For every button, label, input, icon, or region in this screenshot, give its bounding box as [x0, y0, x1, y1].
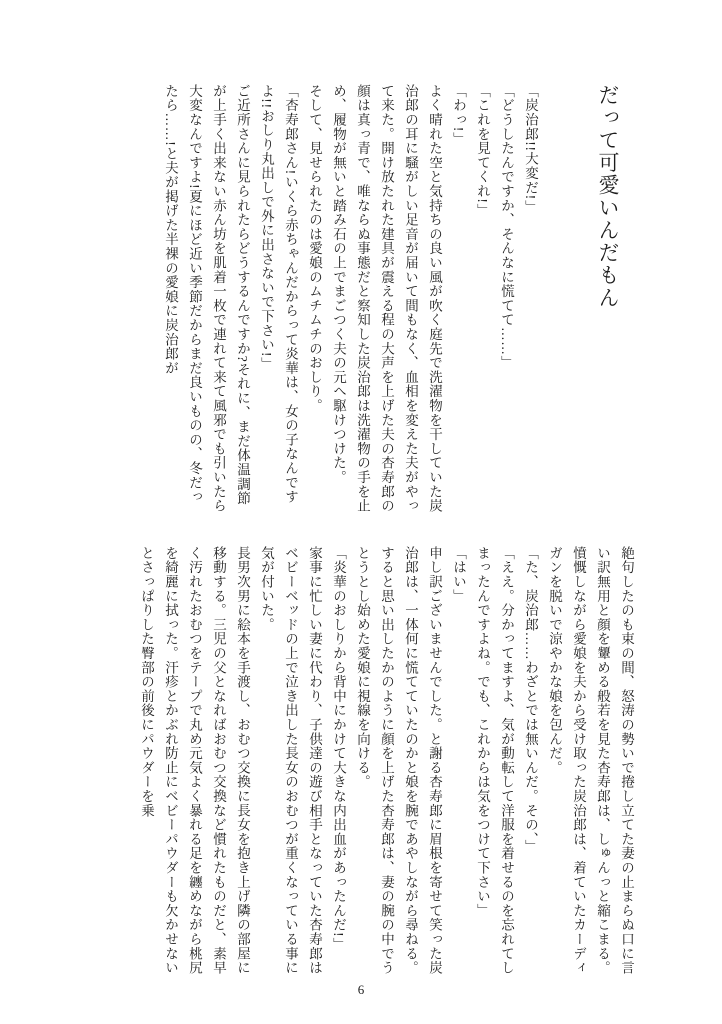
- paragraph: ご近所さんに見られたらどうするんですか?それに、まだ体温調節が上手く出来ない赤ん坊を肌着一枚で連れて来て風邪でも引いたら大変なんですよ!夏にほど近い季節だからまだ良いものの、冬だったら……!と夫が掲げた半裸の愛娘に炭治郎が: [163, 84, 250, 513]
- paragraph: 「はい」: [451, 546, 466, 604]
- paragraph: 長男次男に絵本を手渡し、おむつ交換に長女を抱き上げ隣の部屋に移動する。三児の父となればおむつ交換など慣れたものだと、素早く汚れたおむつをテープで丸め元気よく暴れる足を纏めながら桃尻を綺麗に拭った。汗疹とかぶれ防止にベビーパウダーも欠かせないとさっぱりした臀部の前後にパウダーを乗: [139, 546, 250, 975]
- paragraph: 「これを見てくれ!」: [475, 84, 490, 218]
- paragraph: 申し訳ございませんでした。と謝る杏寿郎に眉根を寄せて笑った炭治郎は、一体何に慌てていたのかと娘を腕であやしながら尋ねる。すると思い出したかのように顔を上げた杏寿郎は、妻の腕の中でうとうとし始めた愛娘に視線を向ける。: [355, 546, 442, 975]
- paragraph: 「わっ!」: [451, 84, 466, 147]
- paragraph: そして、見せられたのは愛娘のムチムチのおしり。: [307, 84, 322, 413]
- upper-text-band: [158, 84, 622, 516]
- paragraph: 家事に忙しい妻に代わり、子供達の遊び相手となっていた杏寿郎はベビーベッドの上で泣き出した長女のおむつが重くなっている事に気が付いた。: [259, 546, 322, 975]
- paragraph: 「どうしたんですか、そんなに慌てて……」: [499, 84, 514, 370]
- paragraph: 「た、炭治郎……わざとでは無いんだ。その、」: [523, 546, 538, 854]
- story-title: だって可愛いんだもん: [596, 84, 620, 309]
- paragraph: 「ええ。分かってますよ、気が動転して洋服を着せるのを忘れてしまったんですよね。でも、これからは気をつけて下さい」: [475, 546, 514, 975]
- paragraph: 「炭治郎!!大変だ!」: [523, 84, 538, 215]
- lower-text-band: [134, 546, 638, 986]
- page-number: 6: [357, 982, 365, 997]
- paragraph: よく晴れた空と気持ちの良い風が吹く庭先で洗濯物を干していた炭治郎の耳に騒がしい足音が届いて間もなく、血相を変えた夫がやって来た。開け放たれた建具が震える程の大声を上げた夫の杏寿郎の顔は真っ青で、唯ならぬ事態だと察知した炭治郎は洗濯物の手を止め、履物が無いと踏み石の上でまごつく夫の元へ駆けつけた。: [331, 84, 442, 513]
- paragraph: 絶句したのも束の間、怒涛の勢いで捲し立てた妻の止まらぬ口に言い訳無用と顔を顰める般若を見た杏寿郎は、しゅんっと縮こまる。憤慨しながら愛娘を夫から受け取った炭治郎は、着ていたカーディガンを脱いで涼やかな娘を包んだ。: [547, 546, 634, 975]
- upper-paragraphs: [158, 84, 542, 516]
- paragraph: 「杏寿郎さん!いくら赤ちゃんだからって炎華は、女の子なんですよ!!おしり丸出しで外に出さないで下さい!」: [259, 84, 298, 504]
- paragraph: 「炎華のおしりから背中にかけて大きな内出血があったんだ!」: [331, 546, 346, 952]
- lower-paragraphs: [134, 546, 638, 986]
